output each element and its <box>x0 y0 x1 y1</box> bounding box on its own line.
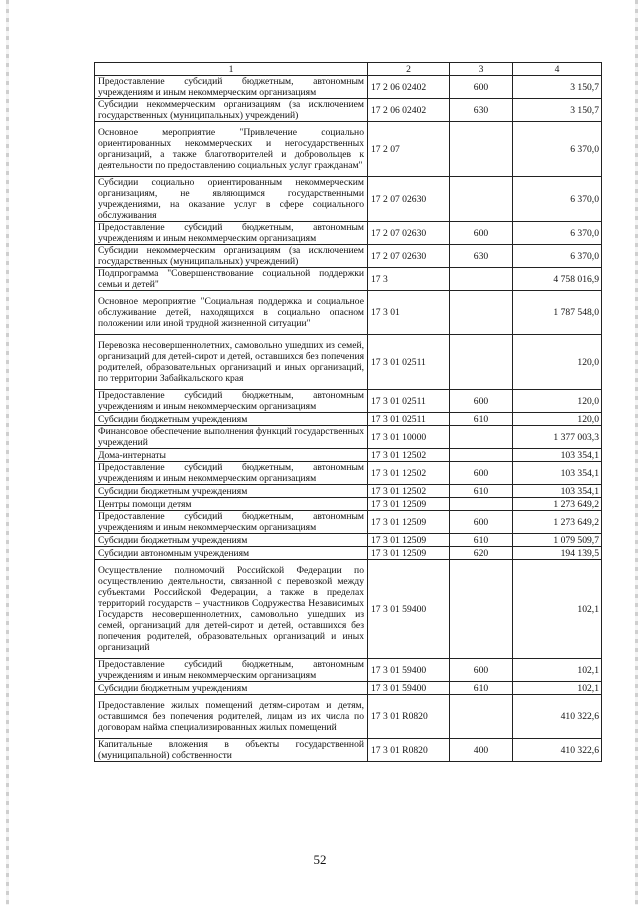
cell-code: 17 3 01 02511 <box>368 335 450 390</box>
cell-code: 17 3 01 R0820 <box>368 739 450 762</box>
cell-type: 600 <box>450 511 513 534</box>
table-row <box>95 222 602 245</box>
cell-sum: 102,1 <box>513 682 602 695</box>
cell-type <box>450 560 513 659</box>
table-row <box>95 682 602 695</box>
cell-code: 17 2 07 <box>368 122 450 177</box>
cell-sum: 103 354,1 <box>513 485 602 498</box>
cell-code: 17 3 01 10000 <box>368 426 450 449</box>
cell-sum: 102,1 <box>513 560 602 659</box>
cell-code: 17 3 01 12509 <box>368 498 450 511</box>
cell-type: 610 <box>450 413 513 426</box>
table-row <box>95 268 602 291</box>
header-row <box>95 63 602 76</box>
scan-edge-left <box>6 0 9 905</box>
table-row <box>95 485 602 498</box>
cell-name: Субсидии бюджетным учреждениям <box>95 534 368 547</box>
cell-code: 17 3 01 59400 <box>368 560 450 659</box>
table-row <box>95 547 602 560</box>
cell-name: Субсидии бюджетным учреждениям <box>95 682 368 695</box>
cell-sum: 1 273 649,2 <box>513 498 602 511</box>
cell-type: 600 <box>450 462 513 485</box>
cell-name: Предоставление жилых помещений детям-сиротам и детям, оставшимся без попечения родителей, лицам из их числа по договорам найма специализированных жилых помещений <box>95 695 368 739</box>
table-row <box>95 291 602 335</box>
cell-name: Субсидии бюджетным учреждениям <box>95 485 368 498</box>
cell-sum: 1 273 649,2 <box>513 511 602 534</box>
cell-code: 17 3 01 12502 <box>368 485 450 498</box>
cell-type: 600 <box>450 390 513 413</box>
table-row <box>95 659 602 682</box>
table-row <box>95 534 602 547</box>
cell-code: 17 3 01 12509 <box>368 511 450 534</box>
cell-sum: 103 354,1 <box>513 449 602 462</box>
cell-name: Финансовое обеспечение выполнения функций государственных учреждений <box>95 426 368 449</box>
table-row <box>95 560 602 659</box>
table-row <box>95 390 602 413</box>
cell-type: 400 <box>450 739 513 762</box>
cell-sum: 1 377 003,3 <box>513 426 602 449</box>
cell-sum: 410 322,6 <box>513 695 602 739</box>
cell-type <box>450 335 513 390</box>
cell-sum: 3 150,7 <box>513 76 602 99</box>
table-row <box>95 122 602 177</box>
cell-code: 17 3 01 02511 <box>368 413 450 426</box>
cell-type: 600 <box>450 659 513 682</box>
cell-type: 630 <box>450 99 513 122</box>
cell-name: Предоставление субсидий бюджетным, автономным учреждениям и иным некоммерческим организациям <box>95 511 368 534</box>
cell-type <box>450 268 513 291</box>
cell-type: 610 <box>450 485 513 498</box>
cell-sum: 4 758 016,9 <box>513 268 602 291</box>
cell-sum: 410 322,6 <box>513 739 602 762</box>
cell-code: 17 3 <box>368 268 450 291</box>
cell-type: 600 <box>450 76 513 99</box>
table-row <box>95 335 602 390</box>
table-row <box>95 462 602 485</box>
cell-sum: 120,0 <box>513 335 602 390</box>
cell-code: 17 2 06 02402 <box>368 99 450 122</box>
cell-sum: 3 150,7 <box>513 99 602 122</box>
cell-type <box>450 449 513 462</box>
cell-name: Основное мероприятие "Социальная поддержка и социальное обслуживание детей, находящихся в социально опасном положении или иной трудной жизненной ситуации" <box>95 291 368 335</box>
cell-sum: 103 354,1 <box>513 462 602 485</box>
cell-sum: 6 370,0 <box>513 177 602 222</box>
cell-name: Предоставление субсидий бюджетным, автономным учреждениям и иным некоммерческим организациям <box>95 390 368 413</box>
cell-sum: 194 139,5 <box>513 547 602 560</box>
cell-name: Дома-интернаты <box>95 449 368 462</box>
cell-sum: 102,1 <box>513 659 602 682</box>
cell-type: 610 <box>450 534 513 547</box>
cell-type <box>450 695 513 739</box>
cell-name: Основное мероприятие "Привлечение социально ориентированных некоммерческих и негосударственных организаций, а также благотворителей и добровольцев к деятельности по предоставлению социальных услуг гражданам" <box>95 122 368 177</box>
column-header-name: 1 <box>95 63 368 76</box>
table-row <box>95 695 602 739</box>
cell-type: 600 <box>450 222 513 245</box>
cell-type <box>450 426 513 449</box>
cell-code: 17 3 01 59400 <box>368 682 450 695</box>
table-row <box>95 76 602 99</box>
cell-code: 17 3 01 R0820 <box>368 695 450 739</box>
cell-name: Капитальные вложения в объекты государственной (муниципальной) собственности <box>95 739 368 762</box>
table-row <box>95 99 602 122</box>
cell-name: Субсидии некоммерческим организациям (за исключением государственных (муниципальных) учреждений) <box>95 245 368 268</box>
table-row <box>95 245 602 268</box>
table-row <box>95 177 602 222</box>
cell-name: Перевозка несовершеннолетних, самовольно ушедших из семей, организаций для детей-сирот и детей, оставшихся без попечения родителей, образовательных организаций и иных организаций, по территории Забайкальского края <box>95 335 368 390</box>
cell-code: 17 2 06 02402 <box>368 76 450 99</box>
cell-code: 17 3 01 <box>368 291 450 335</box>
cell-name: Подпрограмма "Совершенствование социальной поддержки семьи и детей" <box>95 268 368 291</box>
cell-code: 17 3 01 12509 <box>368 534 450 547</box>
cell-code: 17 3 01 12502 <box>368 462 450 485</box>
column-header-code: 2 <box>368 63 450 76</box>
cell-type <box>450 498 513 511</box>
cell-code: 17 2 07 02630 <box>368 245 450 268</box>
cell-sum: 6 370,0 <box>513 245 602 268</box>
cell-code: 17 3 01 59400 <box>368 659 450 682</box>
cell-type: 620 <box>450 547 513 560</box>
cell-type <box>450 177 513 222</box>
budget-table <box>94 62 602 762</box>
cell-code: 17 3 01 12502 <box>368 449 450 462</box>
cell-name: Предоставление субсидий бюджетным, автономным учреждениям и иным некоммерческим организациям <box>95 462 368 485</box>
cell-type <box>450 291 513 335</box>
column-header-type: 3 <box>450 63 513 76</box>
cell-type <box>450 122 513 177</box>
cell-code: 17 3 01 12509 <box>368 547 450 560</box>
cell-code: 17 2 07 02630 <box>368 222 450 245</box>
cell-sum: 6 370,0 <box>513 122 602 177</box>
cell-type: 610 <box>450 682 513 695</box>
cell-sum: 120,0 <box>513 390 602 413</box>
table-row <box>95 413 602 426</box>
cell-name: Субсидии бюджетным учреждениям <box>95 413 368 426</box>
table-body <box>95 76 602 762</box>
page-number: 52 <box>313 852 327 867</box>
table-row <box>95 511 602 534</box>
cell-code: 17 3 01 02511 <box>368 390 450 413</box>
cell-name: Осуществление полномочий Российской Федерации по осуществлению деятельности, связанной с перевозкой между субъектами Российской Федерации, а также в пределах территорий государств – участников Содружества Независимых Государств несовершеннолетних, самовольно ушедших из семей, организаций для детей-сирот и детей, оставшихся без попечения родителей, образовательных организаций и иных организаций <box>95 560 368 659</box>
cell-name: Центры помощи детям <box>95 498 368 511</box>
cell-name: Субсидии некоммерческим организациям (за исключением государственных (муниципальных) учреждений) <box>95 99 368 122</box>
table-row <box>95 498 602 511</box>
column-header-sum: 4 <box>513 63 602 76</box>
scan-edge-right <box>635 0 638 905</box>
cell-sum: 1 787 548,0 <box>513 291 602 335</box>
cell-name: Предоставление субсидий бюджетным, автономным учреждениям и иным некоммерческим организациям <box>95 76 368 99</box>
cell-name: Субсидии автономным учреждениям <box>95 547 368 560</box>
cell-name: Предоставление субсидий бюджетным, автономным учреждениям и иным некоммерческим организациям <box>95 222 368 245</box>
cell-sum: 1 079 509,7 <box>513 534 602 547</box>
cell-name: Субсидии социально ориентированным некоммерческим организациям, не являющимся государственными учреждениями, на оказание услуг в сфере социального обслуживания <box>95 177 368 222</box>
cell-sum: 6 370,0 <box>513 222 602 245</box>
cell-type: 630 <box>450 245 513 268</box>
cell-name: Предоставление субсидий бюджетным, автономным учреждениям и иным некоммерческим организациям <box>95 659 368 682</box>
table-row <box>95 426 602 449</box>
cell-code: 17 2 07 02630 <box>368 177 450 222</box>
cell-sum: 120,0 <box>513 413 602 426</box>
table-row <box>95 739 602 762</box>
table-row <box>95 449 602 462</box>
